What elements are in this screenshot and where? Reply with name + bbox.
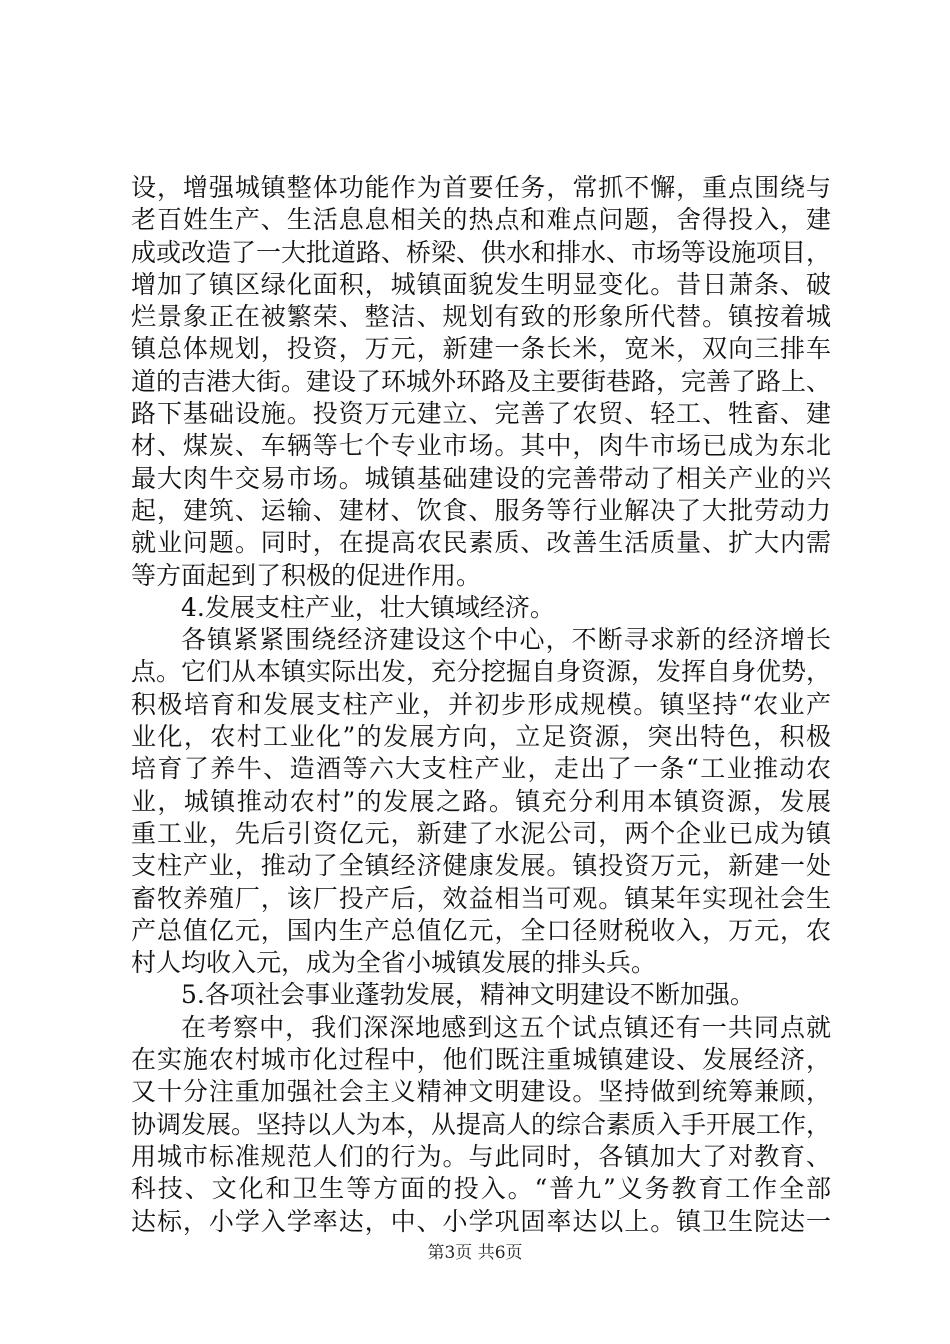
text-line: 支柱产业，推动了全镇经济健康发展。镇投资万元，新建一处 — [131, 851, 831, 881]
text-line: 起，建筑、运输、建材、饮食、服务等行业解决了大批劳动力 — [131, 495, 831, 525]
text-line: 用城市标准规范人们的行为。与此同时，各镇加大了对教育、 — [131, 1141, 831, 1171]
text-line: 各镇紧紧围绕经济建设这个中心，不断寻求新的经济增长 — [181, 625, 831, 655]
text-line: 产总值亿元，国内生产总值亿元，全口径财税收入，万元，农 — [131, 915, 831, 945]
text-line: 协调发展。坚持以人为本，从提高人的综合素质入手开展工作， — [131, 1109, 831, 1139]
text-line: 积极培育和发展支柱产业，并初步形成规模。镇坚持“农业产 — [131, 689, 831, 719]
text-line: 成或改造了一大批道路、桥梁、供水和排水、市场等设施项目， — [131, 237, 831, 267]
text-line: 重工业，先后引资亿元，新建了水泥公司，两个企业已成为镇 — [131, 818, 831, 848]
body-text — [131, 172, 831, 1238]
text-line: 点。它们从本镇实际出发，充分挖掘自身资源，发挥自身优势， — [131, 657, 831, 687]
text-line: 科技、文化和卫生等方面的投入。“普九”义务教育工作全部 — [131, 1174, 831, 1204]
text-line: 路下基础设施。投资万元建立、完善了农贸、轻工、牲畜、建 — [131, 399, 831, 429]
text-line: 增加了镇区绿化面积，城镇面貌发生明显变化。昔日萧条、破 — [131, 269, 831, 299]
text-line: 道的吉港大街。建设了环城外环路及主要街巷路，完善了路上、 — [131, 366, 831, 396]
text-line: 最大肉牛交易市场。城镇基础建设的完善带动了相关产业的兴 — [131, 463, 831, 493]
text-line: 烂景象正在被繁荣、整洁、规划有致的形象所代替。镇按着城 — [131, 302, 831, 332]
text-line: 村人均收入元，成为全省小城镇发展的排头兵。 — [131, 948, 657, 978]
text-line: 培育了养牛、造酒等六大支柱产业，走出了一条“工业推动农 — [131, 754, 831, 784]
text-line: 在考察中，我们深深地感到这五个试点镇还有一共同点就 — [181, 1012, 831, 1042]
text-line: 就业问题。同时，在提高农民素质、改善生活质量、扩大内需 — [131, 528, 831, 558]
text-line: 5.各项社会事业蓬勃发展，精神文明建设不断加强。 — [181, 980, 755, 1010]
text-line: 达标，小学入学率达，中、小学巩固率达以上。镇卫生院达一 — [131, 1206, 831, 1236]
text-line: 4.发展支柱产业，壮大镇域经济。 — [181, 592, 555, 622]
text-line: 畜牧养殖厂，该厂投产后，效益相当可观。镇某年实现社会生 — [131, 883, 831, 913]
text-line: 等方面起到了积极的促进作用。 — [131, 560, 482, 590]
text-line: 在实施农村城市化过程中，他们既注重城镇建设、发展经济， — [131, 1045, 831, 1075]
text-line: 镇总体规划，投资，万元，新建一条长米，宽米，双向三排车 — [131, 334, 831, 364]
text-line: 业化，农村工业化”的发展方向，立足资源，突出特色，积极 — [131, 722, 831, 752]
text-line: 业，城镇推动农村”的发展之路。镇充分利用本镇资源，发展 — [131, 786, 831, 816]
page-footer: 第3页 共6页 — [427, 1243, 523, 1263]
text-line: 设，增强城镇整体功能作为首要任务，常抓不懈，重点围绕与 — [131, 173, 831, 202]
text-line: 又十分注重加强社会主义精神文明建设。坚持做到统筹兼顾， — [131, 1077, 831, 1107]
text-line: 材、煤炭、车辆等七个专业市场。其中，肉牛市场已成为东北 — [131, 431, 831, 461]
text-line: 老百姓生产、生活息息相关的热点和难点问题，舍得投入，建 — [131, 205, 831, 235]
